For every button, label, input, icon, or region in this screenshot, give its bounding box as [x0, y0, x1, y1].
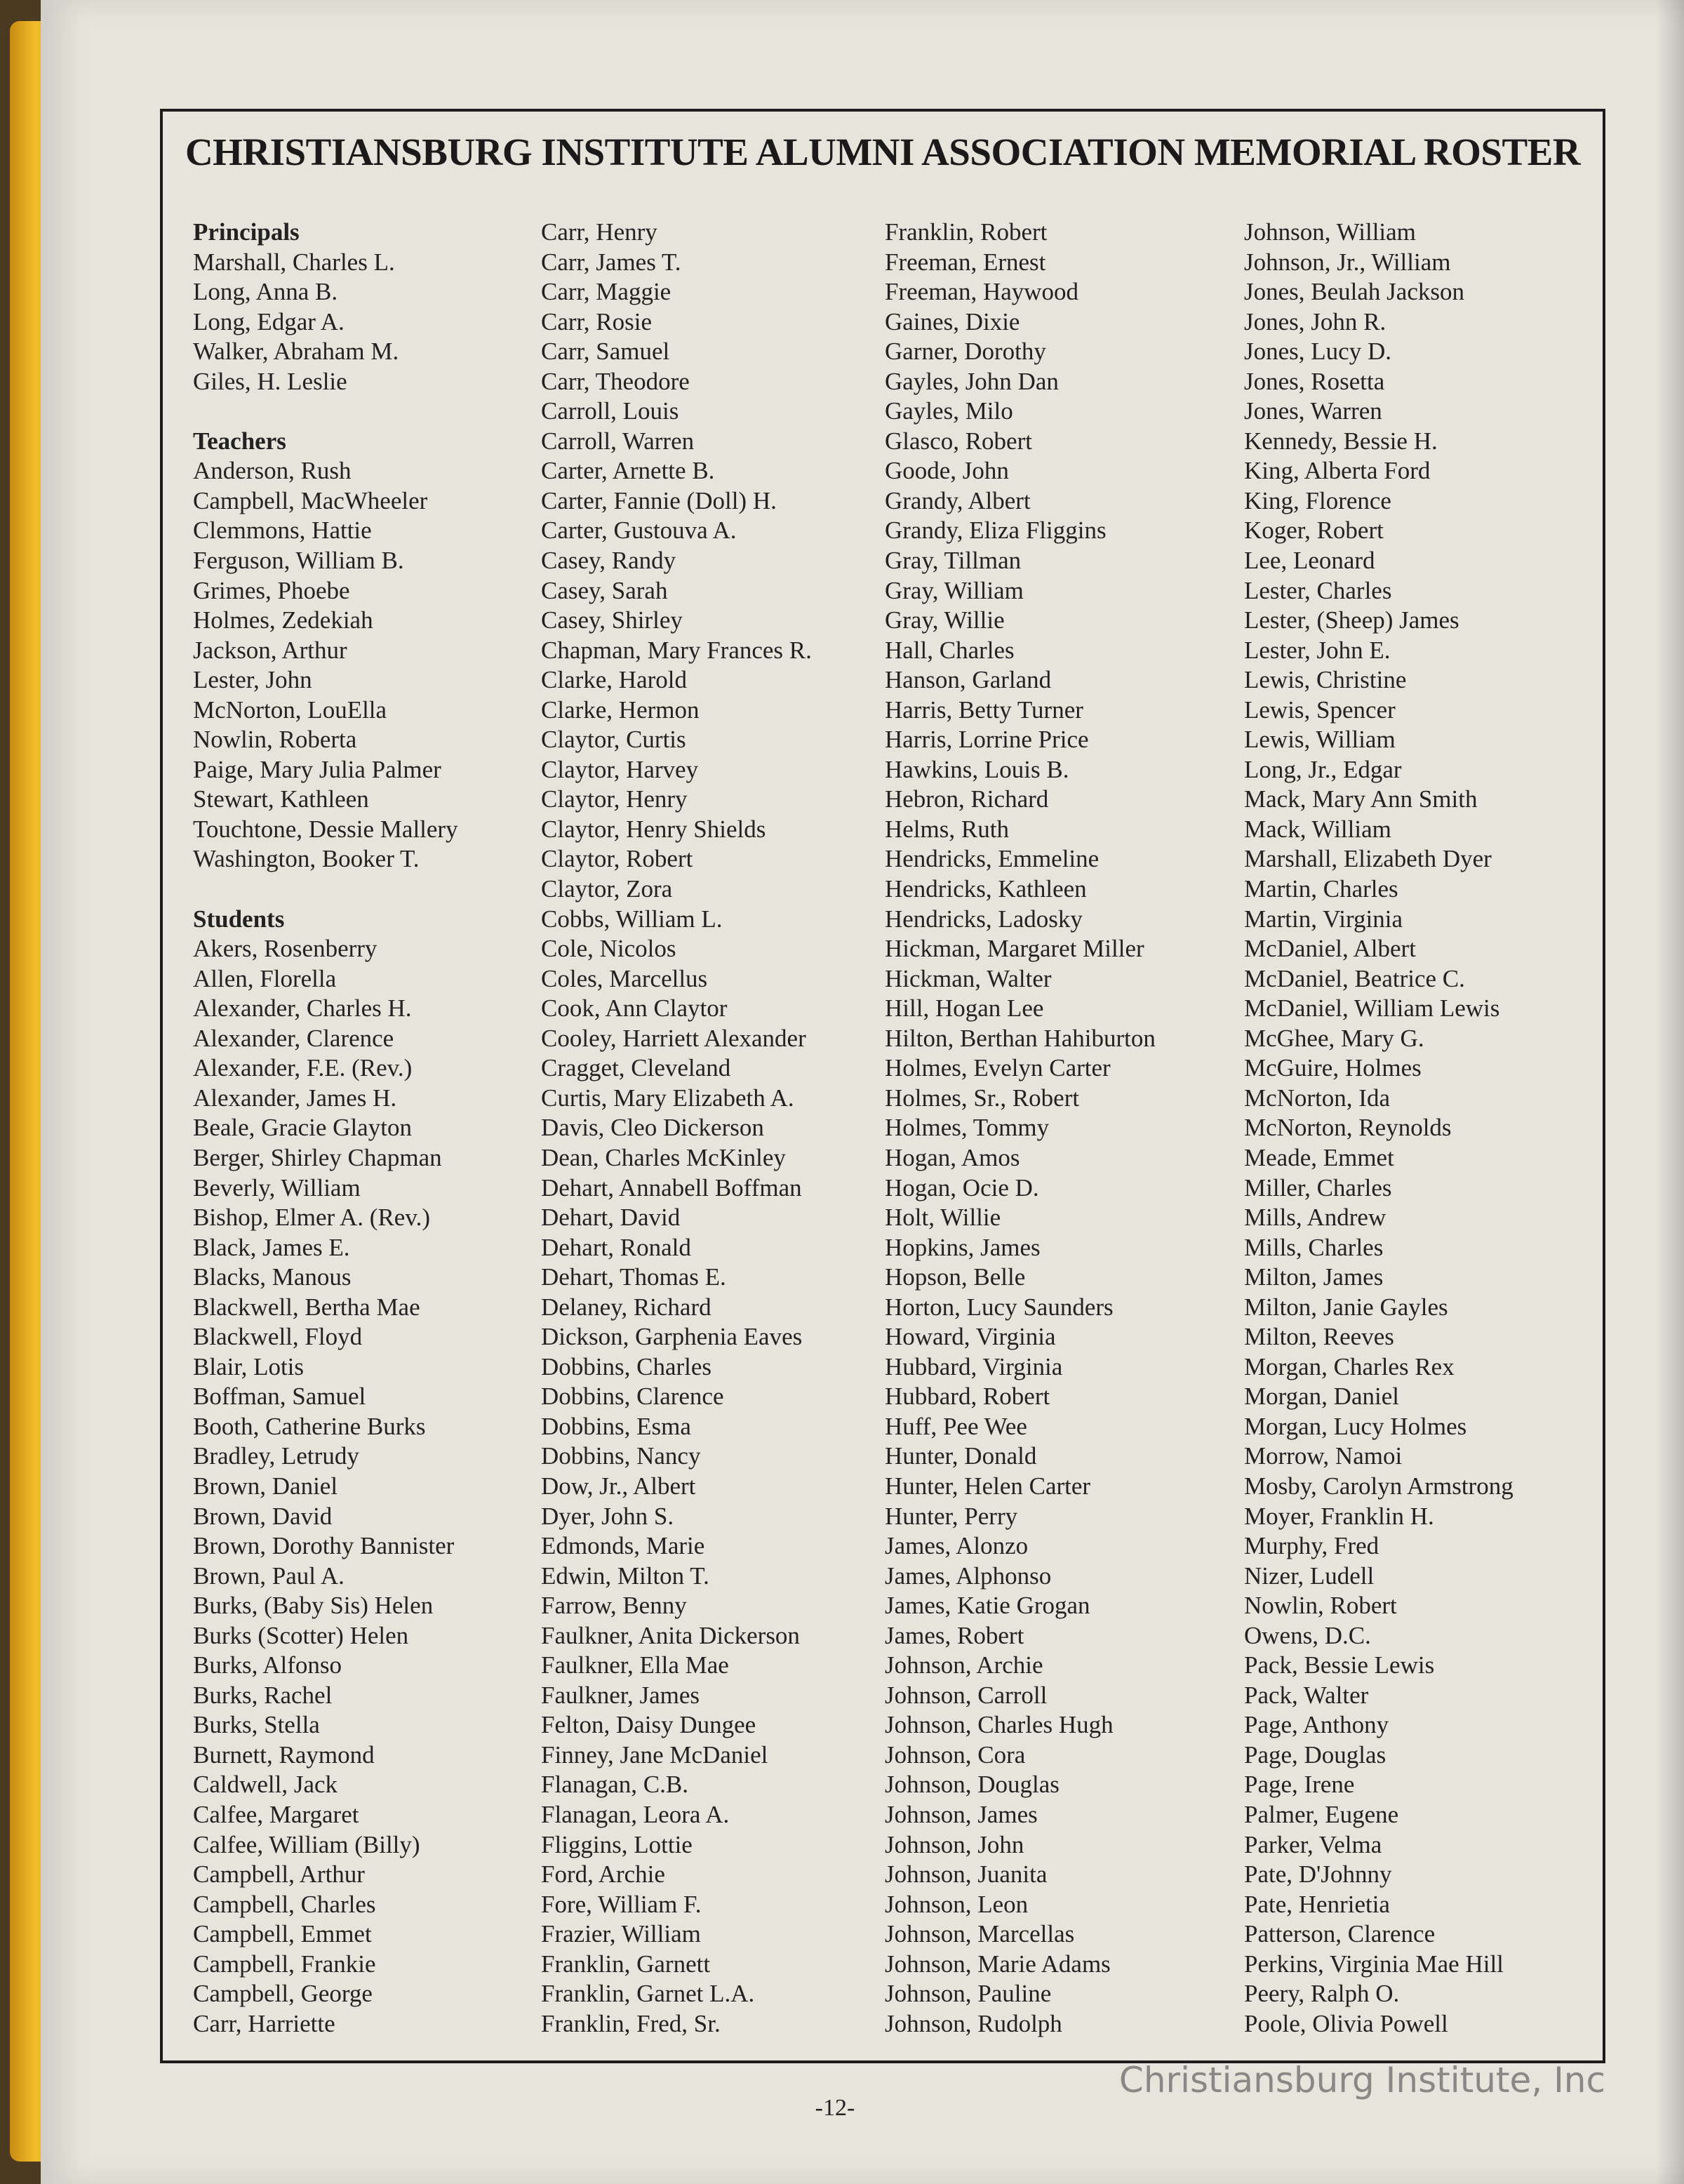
- roster-name: Johnson, Charles Hugh: [885, 1711, 1114, 1739]
- roster-name: Berger, Shirley Chapman: [193, 1143, 442, 1171]
- roster-name: McNorton, LouElla: [193, 695, 387, 724]
- roster-name: Morrow, Namoi: [1244, 1442, 1403, 1470]
- roster-name: Nizer, Ludell: [1244, 1562, 1375, 1590]
- roster-name: Carr, Maggie: [541, 278, 671, 306]
- roster-name: Holmes, Zedekiah: [193, 606, 373, 634]
- roster-name: Pack, Bessie Lewis: [1244, 1651, 1435, 1679]
- roster-name: Touchtone, Dessie Mallery: [193, 815, 458, 843]
- roster-name: Burks, Alfonso: [193, 1651, 342, 1679]
- roster-name: Coles, Marcellus: [541, 964, 708, 992]
- roster-name: Campbell, Frankie: [193, 1950, 376, 1978]
- roster-name: Marshall, Charles L.: [193, 248, 395, 276]
- roster-name: Edwin, Milton T.: [541, 1562, 709, 1590]
- roster-name: Hickman, Walter: [885, 964, 1052, 992]
- roster-name: Burnett, Raymond: [193, 1740, 375, 1769]
- roster-name: Milton, Reeves: [1244, 1323, 1394, 1351]
- roster-name: Garner, Dorothy: [885, 338, 1046, 366]
- roster-name: Burks (Scotter) Helen: [193, 1621, 409, 1649]
- roster-name: Davis, Cleo Dickerson: [541, 1114, 764, 1142]
- roster-name: Marshall, Elizabeth Dyer: [1244, 845, 1492, 873]
- roster-name: Hunter, Helen Carter: [885, 1472, 1091, 1500]
- roster-name: Anderson, Rush: [193, 457, 352, 485]
- roster-name: Milton, Janie Gayles: [1244, 1293, 1448, 1321]
- roster-name: Hubbard, Virginia: [885, 1352, 1063, 1380]
- roster-name: Dobbins, Clarence: [541, 1383, 724, 1411]
- roster-name: Morgan, Daniel: [1244, 1383, 1399, 1411]
- roster-name: Hopson, Belle: [885, 1263, 1026, 1291]
- roster-name: Black, James E.: [193, 1233, 350, 1261]
- roster-name: Carter, Gustouva A.: [541, 517, 737, 545]
- roster-name: Alexander, F.E. (Rev.): [193, 1054, 413, 1082]
- roster-name: Jones, Lucy D.: [1244, 338, 1391, 366]
- roster-name: Claytor, Curtis: [541, 726, 686, 754]
- roster-name: Lester, John: [193, 666, 312, 694]
- roster-column-2: [541, 218, 812, 2039]
- roster-name: James, Alonzo: [885, 1532, 1029, 1560]
- roster-name: McGuire, Holmes: [1244, 1054, 1422, 1082]
- roster-name: Blair, Lotis: [193, 1352, 305, 1380]
- roster-name: McNorton, Ida: [1244, 1084, 1391, 1112]
- roster-name: Pate, Henrietia: [1244, 1890, 1390, 1918]
- roster-name: Holt, Willie: [885, 1204, 1001, 1232]
- roster-name: Frazier, William: [541, 1920, 701, 1948]
- section-spacer: [193, 397, 458, 427]
- roster-name: King, Florence: [1244, 486, 1391, 514]
- section-heading-students: Students: [193, 905, 285, 933]
- roster-name: Hall, Charles: [885, 636, 1015, 664]
- page-shadow-edge: [1656, 0, 1684, 2184]
- roster-name: Washington, Booker T.: [193, 845, 420, 873]
- roster-name: Lee, Leonard: [1244, 547, 1375, 575]
- roster-name: Claytor, Harvey: [541, 755, 699, 783]
- roster-name: Hickman, Margaret Miller: [885, 935, 1144, 963]
- roster-name: Jones, Warren: [1244, 397, 1382, 425]
- roster-name: Carr, Samuel: [541, 338, 670, 366]
- roster-name: Harris, Betty Turner: [885, 695, 1083, 724]
- roster-name: Milton, James: [1244, 1263, 1384, 1291]
- roster-name: James, Katie Grogan: [885, 1592, 1090, 1620]
- roster-name: Hawkins, Louis B.: [885, 755, 1069, 783]
- roster-name: Miller, Charles: [1244, 1173, 1392, 1201]
- roster-name: Dean, Charles McKinley: [541, 1143, 786, 1171]
- roster-name: Freeman, Ernest: [885, 248, 1046, 276]
- roster-name: Kennedy, Bessie H.: [1244, 427, 1438, 455]
- roster-name: Carr, Rosie: [541, 307, 653, 335]
- roster-name: Jackson, Arthur: [193, 636, 347, 664]
- roster-name: Mack, William: [1244, 815, 1391, 843]
- roster-name: Dobbins, Esma: [541, 1412, 691, 1440]
- roster-name: Calfee, Margaret: [193, 1800, 359, 1828]
- roster-name: Carroll, Louis: [541, 397, 679, 425]
- roster-name: Glasco, Robert: [885, 427, 1032, 455]
- roster-name: Clarke, Harold: [541, 666, 687, 694]
- roster-name: Meade, Emmet: [1244, 1143, 1394, 1171]
- roster-name: McNorton, Reynolds: [1244, 1114, 1452, 1142]
- roster-name: Johnson, Archie: [885, 1651, 1043, 1679]
- roster-name: Dehart, Ronald: [541, 1233, 691, 1261]
- roster-name: King, Alberta Ford: [1244, 457, 1431, 485]
- roster-name: Johnson, Jr., William: [1244, 248, 1451, 276]
- roster-name: Patterson, Clarence: [1244, 1920, 1436, 1948]
- roster-name: Allen, Florella: [193, 964, 337, 992]
- roster-name: Carr, Harriette: [193, 2009, 335, 2037]
- roster-name: Johnson, Juanita: [885, 1860, 1048, 1889]
- roster-name: Page, Douglas: [1244, 1740, 1386, 1769]
- roster-name: Johnson, William: [1244, 218, 1416, 246]
- roster-name: Chapman, Mary Frances R.: [541, 636, 812, 664]
- roster-name: Hendricks, Ladosky: [885, 905, 1083, 933]
- roster-name: Dehart, David: [541, 1204, 681, 1232]
- roster-name: Alexander, Clarence: [193, 1024, 394, 1052]
- roster-name: James, Alphonso: [885, 1562, 1052, 1590]
- roster-name: Johnson, Cora: [885, 1740, 1026, 1769]
- roster-name: Giles, H. Leslie: [193, 367, 347, 395]
- roster-name: Hunter, Perry: [885, 1502, 1018, 1530]
- roster-name: Akers, Rosenberry: [193, 935, 377, 963]
- roster-name: Johnson, Marcellas: [885, 1920, 1075, 1948]
- roster-name: Carter, Fannie (Doll) H.: [541, 486, 777, 514]
- section-heading-teachers: Teachers: [193, 427, 286, 455]
- roster-name: Gray, Tillman: [885, 547, 1022, 575]
- roster-name: Hubbard, Robert: [885, 1383, 1050, 1411]
- roster-name: Johnson, Rudolph: [885, 2009, 1062, 2037]
- roster-name: Morgan, Lucy Holmes: [1244, 1412, 1467, 1440]
- roster-name: Howard, Virginia: [885, 1323, 1056, 1351]
- roster-name: Flanagan, C.B.: [541, 1771, 688, 1799]
- roster-name: James, Robert: [885, 1621, 1024, 1649]
- roster-name: Lester, John E.: [1244, 636, 1391, 664]
- roster-name: Grandy, Albert: [885, 486, 1031, 514]
- watermark-text: Christiansburg Institute, Inc: [1118, 2060, 1605, 2100]
- roster-name: Casey, Randy: [541, 547, 676, 575]
- roster-name: Claytor, Robert: [541, 845, 693, 873]
- roster-name: Harris, Lorrine Price: [885, 726, 1089, 754]
- roster-name: Alexander, Charles H.: [193, 994, 412, 1023]
- roster-name: Brown, Daniel: [193, 1472, 338, 1500]
- roster-name: Franklin, Robert: [885, 218, 1048, 246]
- roster-name: Jones, Rosetta: [1244, 367, 1385, 395]
- page-title: CHRISTIANSBURG INSTITUTE ALUMNI ASSOCIATION MEMORIAL ROSTER: [185, 131, 1581, 173]
- roster-name: Huff, Pee Wee: [885, 1412, 1027, 1440]
- roster-name: Dehart, Annabell Boffman: [541, 1173, 802, 1201]
- roster-name: Holmes, Evelyn Carter: [885, 1054, 1111, 1082]
- roster-name: Hunter, Donald: [885, 1442, 1037, 1470]
- roster-name: Johnson, Pauline: [885, 1980, 1052, 2008]
- roster-name: Brown, Dorothy Bannister: [193, 1532, 455, 1560]
- roster-name: Jones, John R.: [1244, 307, 1386, 335]
- roster-name: Felton, Daisy Dungee: [541, 1711, 756, 1739]
- roster-name: Stewart, Kathleen: [193, 785, 369, 813]
- roster-name: Page, Irene: [1244, 1771, 1355, 1799]
- roster-name: Franklin, Fred, Sr.: [541, 2009, 721, 2037]
- roster-name: Gayles, Milo: [885, 397, 1013, 425]
- roster-name: Dow, Jr., Albert: [541, 1472, 696, 1500]
- roster-name: Carr, Theodore: [541, 367, 690, 395]
- roster-name: Burks, Rachel: [193, 1681, 333, 1709]
- roster-name: Blacks, Manous: [193, 1263, 352, 1291]
- roster-name: Carr, Henry: [541, 218, 657, 246]
- roster-name: Moyer, Franklin H.: [1244, 1502, 1434, 1530]
- roster-name: Gayles, John Dan: [885, 367, 1059, 395]
- roster-name: Cole, Nicolos: [541, 935, 676, 963]
- roster-name: Ford, Archie: [541, 1860, 665, 1889]
- roster-name: Parker, Velma: [1244, 1830, 1382, 1858]
- roster-name: Cooley, Harriett Alexander: [541, 1024, 806, 1052]
- roster-name: Poole, Olivia Powell: [1244, 2009, 1448, 2037]
- roster-name: Alexander, James H.: [193, 1084, 397, 1112]
- roster-name: Grandy, Eliza Fliggins: [885, 517, 1107, 545]
- roster-name: Lester, Charles: [1244, 576, 1392, 604]
- roster-name: Faulkner, James: [541, 1681, 700, 1709]
- roster-name: Burks, (Baby Sis) Helen: [193, 1592, 434, 1620]
- roster-name: Cook, Ann Claytor: [541, 994, 728, 1023]
- roster-name: Franklin, Garnett: [541, 1950, 711, 1978]
- roster-name: Beverly, William: [193, 1173, 361, 1201]
- roster-name: Booth, Catherine Burks: [193, 1412, 426, 1440]
- roster-name: Goode, John: [885, 457, 1009, 485]
- roster-name: McDaniel, William Lewis: [1244, 994, 1500, 1023]
- roster-name: Palmer, Eugene: [1244, 1800, 1399, 1828]
- roster-name: Caldwell, Jack: [193, 1771, 338, 1799]
- roster-name: Hebron, Richard: [885, 785, 1049, 813]
- roster-name: Nowlin, Robert: [1244, 1592, 1397, 1620]
- roster-name: Fore, William F.: [541, 1890, 702, 1918]
- roster-name: Peery, Ralph O.: [1244, 1980, 1400, 2008]
- roster-name: Morgan, Charles Rex: [1244, 1352, 1455, 1380]
- roster-name: Johnson, John: [885, 1830, 1024, 1858]
- roster-name: Carroll, Warren: [541, 427, 695, 455]
- roster-name: Hill, Hogan Lee: [885, 994, 1044, 1023]
- roster-name: Long, Anna B.: [193, 278, 338, 306]
- roster-name: Lester, (Sheep) James: [1244, 606, 1459, 634]
- roster-name: Lewis, William: [1244, 726, 1396, 754]
- roster-name: Holmes, Sr., Robert: [885, 1084, 1080, 1112]
- roster-name: Hogan, Ocie D.: [885, 1173, 1039, 1201]
- roster-name: Martin, Charles: [1244, 875, 1398, 903]
- roster-name: Hilton, Berthan Hahiburton: [885, 1024, 1156, 1052]
- roster-name: Johnson, Carroll: [885, 1681, 1048, 1709]
- page-number: -12-: [815, 2095, 855, 2121]
- roster-name: Hopkins, James: [885, 1233, 1041, 1261]
- roster-name: Hendricks, Kathleen: [885, 875, 1087, 903]
- roster-name: Cobbs, William L.: [541, 905, 723, 933]
- roster-name: Dobbins, Charles: [541, 1352, 712, 1380]
- section-spacer: [193, 874, 458, 905]
- roster-name: Paige, Mary Julia Palmer: [193, 755, 441, 783]
- roster-name: Blackwell, Floyd: [193, 1323, 363, 1351]
- roster-name: Calfee, William (Billy): [193, 1830, 420, 1858]
- roster-name: Franklin, Garnet L.A.: [541, 1980, 755, 2008]
- roster-name: Campbell, Charles: [193, 1890, 376, 1918]
- roster-name: Koger, Robert: [1244, 517, 1384, 545]
- roster-name: McGhee, Mary G.: [1244, 1024, 1424, 1052]
- roster-name: Clemmons, Hattie: [193, 517, 372, 545]
- roster-name: Gray, Willie: [885, 606, 1005, 634]
- roster-name: Bishop, Elmer A. (Rev.): [193, 1204, 430, 1232]
- roster-column-4: [1244, 218, 1513, 2039]
- roster-name: Delaney, Richard: [541, 1293, 711, 1321]
- roster-name: Clarke, Hermon: [541, 695, 700, 724]
- roster-name: Pack, Walter: [1244, 1681, 1369, 1709]
- roster-name: Lewis, Spencer: [1244, 695, 1396, 724]
- roster-name: Claytor, Zora: [541, 875, 673, 903]
- roster-name: Walker, Abraham M.: [193, 338, 399, 366]
- roster-name: Beale, Gracie Glayton: [193, 1114, 412, 1142]
- roster-name: Dickson, Garphenia Eaves: [541, 1323, 803, 1351]
- roster-name: Johnson, Leon: [885, 1890, 1029, 1918]
- roster-name: Pate, D'Johnny: [1244, 1860, 1392, 1889]
- roster-name: Gaines, Dixie: [885, 307, 1020, 335]
- roster-name: Campbell, Arthur: [193, 1860, 365, 1889]
- roster-name: Ferguson, William B.: [193, 547, 404, 575]
- roster-name: Holmes, Tommy: [885, 1114, 1050, 1142]
- roster-name: Dobbins, Nancy: [541, 1442, 701, 1470]
- roster-name: Brown, David: [193, 1502, 333, 1530]
- roster-column-3: [885, 218, 1156, 2039]
- roster-name: Dyer, John S.: [541, 1502, 674, 1530]
- roster-name: Farrow, Benny: [541, 1592, 687, 1620]
- roster-name: Carr, James T.: [541, 248, 681, 276]
- roster-name: Curtis, Mary Elizabeth A.: [541, 1084, 794, 1112]
- roster-name: Jones, Beulah Jackson: [1244, 278, 1464, 306]
- roster-column-1: [193, 218, 458, 2039]
- roster-name: Claytor, Henry Shields: [541, 815, 766, 843]
- roster-name: Cragget, Cleveland: [541, 1054, 731, 1082]
- roster-name: Owens, D.C.: [1244, 1621, 1371, 1649]
- roster-name: Johnson, James: [885, 1800, 1038, 1828]
- roster-name: Flanagan, Leora A.: [541, 1800, 730, 1828]
- roster-name: Page, Anthony: [1244, 1711, 1389, 1739]
- roster-name: Fliggins, Lottie: [541, 1830, 693, 1858]
- roster-name: Casey, Shirley: [541, 606, 683, 634]
- roster-name: Mills, Andrew: [1244, 1204, 1386, 1232]
- roster-name: Long, Jr., Edgar: [1244, 755, 1402, 783]
- roster-name: Boffman, Samuel: [193, 1383, 366, 1411]
- roster-name: Mack, Mary Ann Smith: [1244, 785, 1478, 813]
- roster-name: Finney, Jane McDaniel: [541, 1740, 768, 1769]
- roster-name: McDaniel, Beatrice C.: [1244, 964, 1465, 992]
- roster-name: Faulkner, Anita Dickerson: [541, 1621, 800, 1649]
- roster-name: Perkins, Virginia Mae Hill: [1244, 1950, 1504, 1978]
- roster-name: Horton, Lucy Saunders: [885, 1293, 1114, 1321]
- roster-name: Gray, William: [885, 576, 1024, 604]
- roster-name: Johnson, Douglas: [885, 1771, 1060, 1799]
- roster-name: Campbell, George: [193, 1980, 373, 2008]
- roster-name: Mills, Charles: [1244, 1233, 1384, 1261]
- roster-name: Freeman, Haywood: [885, 278, 1079, 306]
- roster-name: Nowlin, Roberta: [193, 726, 357, 754]
- roster-name: Helms, Ruth: [885, 815, 1009, 843]
- roster-name: Lewis, Christine: [1244, 666, 1407, 694]
- roster-name: Burks, Stella: [193, 1711, 320, 1739]
- roster-name: Hogan, Amos: [885, 1143, 1020, 1171]
- roster-name: Edmonds, Marie: [541, 1532, 705, 1560]
- roster-name: McDaniel, Albert: [1244, 935, 1416, 963]
- roster-name: Campbell, Emmet: [193, 1920, 372, 1948]
- roster-name: Mosby, Carolyn Armstrong: [1244, 1472, 1513, 1500]
- roster-name: Faulkner, Ella Mae: [541, 1651, 729, 1679]
- roster-name: Campbell, MacWheeler: [193, 486, 428, 514]
- roster-name: Claytor, Henry: [541, 785, 688, 813]
- roster-name: Dehart, Thomas E.: [541, 1263, 726, 1291]
- section-heading-principals: Principals: [193, 218, 300, 246]
- roster-name: Carter, Arnette B.: [541, 457, 715, 485]
- roster-name: Martin, Virginia: [1244, 905, 1403, 933]
- roster-name: Brown, Paul A.: [193, 1562, 345, 1590]
- roster-name: Grimes, Phoebe: [193, 576, 350, 604]
- roster-name: Johnson, Marie Adams: [885, 1950, 1111, 1978]
- roster-name: Casey, Sarah: [541, 576, 668, 604]
- roster-name: Hanson, Garland: [885, 666, 1052, 694]
- roster-name: Murphy, Fred: [1244, 1532, 1379, 1560]
- roster-name: Hendricks, Emmeline: [885, 845, 1100, 873]
- roster-name: Blackwell, Bertha Mae: [193, 1293, 420, 1321]
- roster-name: Long, Edgar A.: [193, 307, 345, 335]
- roster-name: Bradley, Letrudy: [193, 1442, 359, 1470]
